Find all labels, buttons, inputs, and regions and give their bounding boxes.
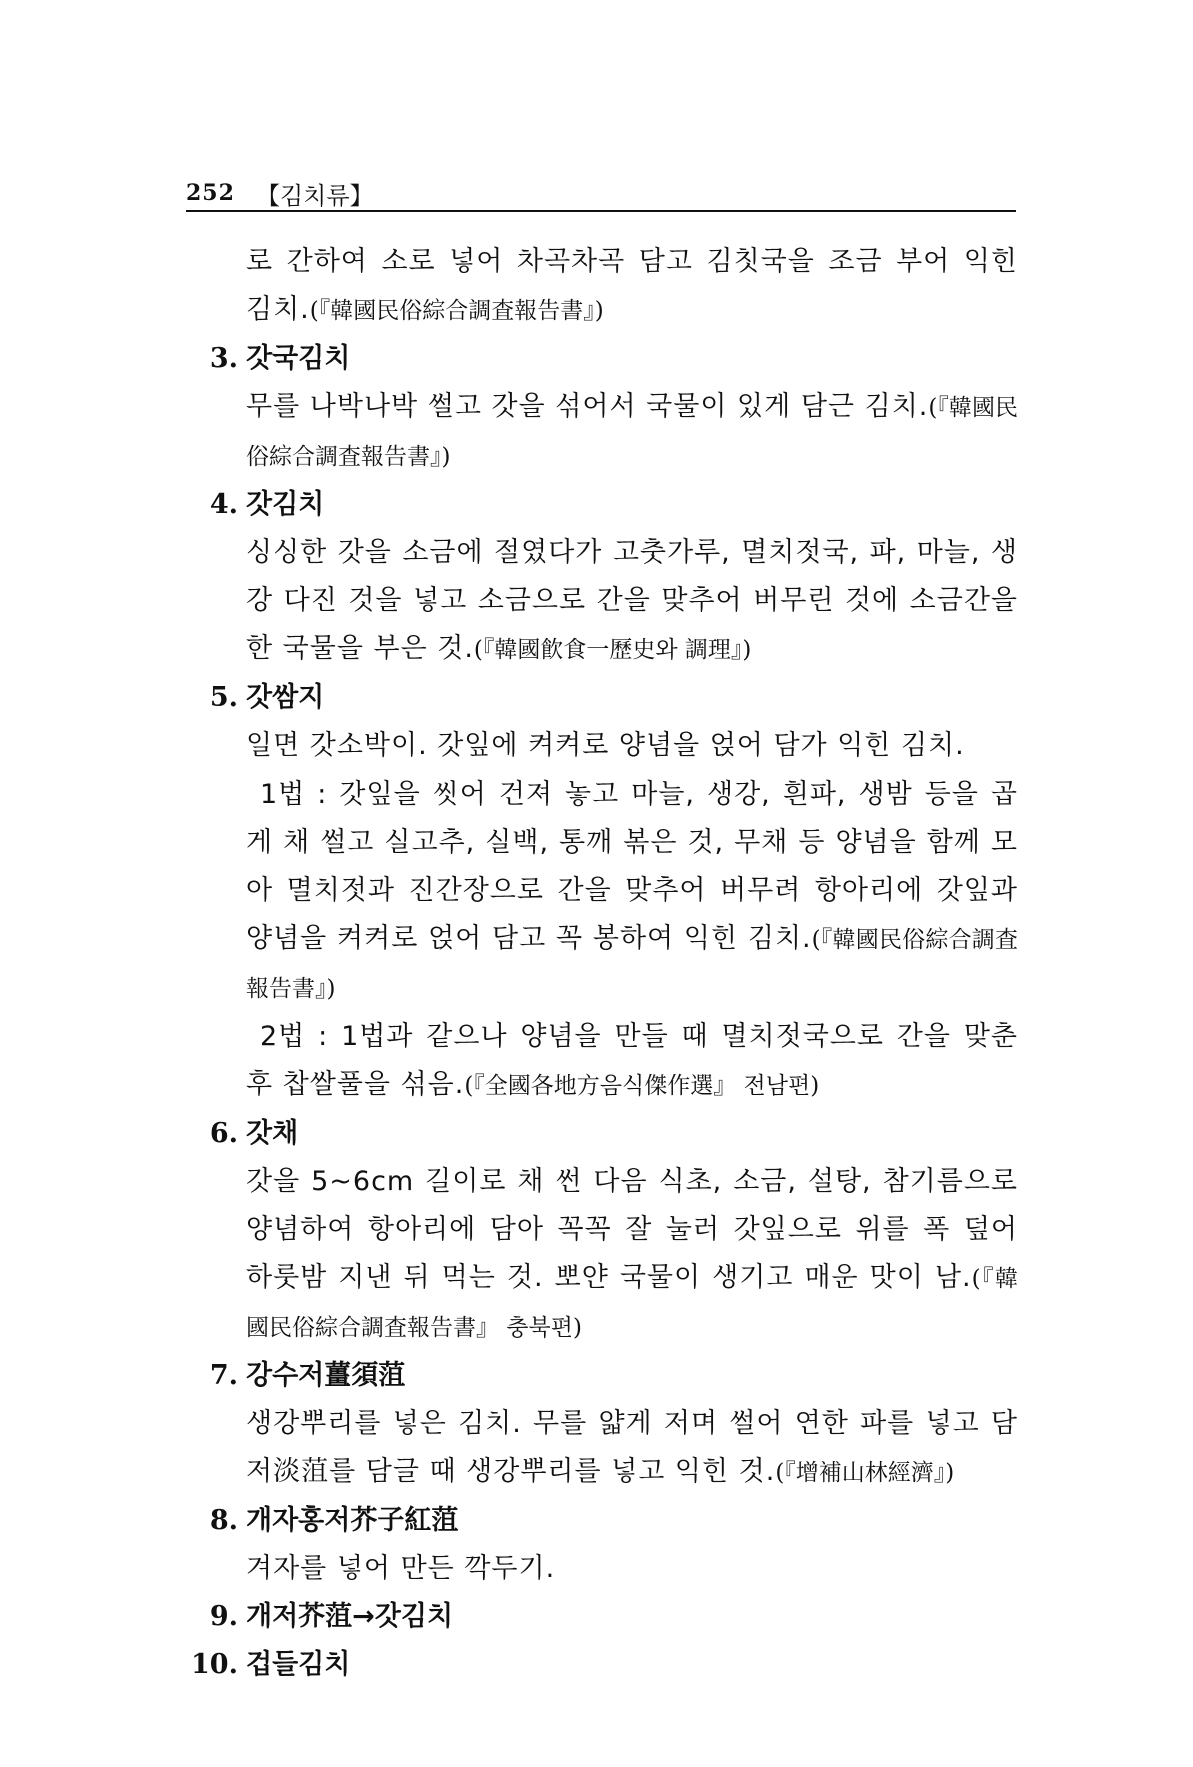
- running-head: 【김치류】: [256, 182, 374, 210]
- entry-4: [186, 481, 1018, 674]
- paragraph-text: 생강뿌리를 넣은 김치. 무를 얇게 저며 썰어 연한 파를 넣고 담저淡菹를 담글 때 생강뿌리를 넣고 익힌 것.: [246, 1408, 1018, 1487]
- entry-8: [186, 1497, 1018, 1593]
- entry-paragraph: [186, 1400, 1018, 1497]
- entry-heading: 갓쌈지: [246, 682, 325, 713]
- entry-number: 3.: [209, 343, 238, 374]
- entry-title: [186, 1497, 1018, 1545]
- continued-paragraph: [186, 238, 1018, 335]
- paragraph-text: 겨자를 넣어 만든 깍두기.: [246, 1553, 556, 1584]
- paragraph-text: 로 간하여 소로 넣어 차곡차곡 담고 김칫국을 조금 부어 익힌 김치.: [246, 246, 1018, 325]
- paragraph-text: 갓을 5~6cm 길이로 채 썬 다음 식초, 소금, 설탕, 참기름으로 양념하여 항아리에 담아 꼭꼭 잘 눌러 갓잎으로 위를 폭 덮어 하룻밤 지낸 뒤 먹는 것. 뽀얀 국물이 생기고 매운 맛이 남.: [246, 1166, 1018, 1293]
- entry-paragraph: [186, 1013, 1018, 1110]
- paragraph-text: 무를 나박나박 썰고 갓을 섞어서 국물이 있게 담근 김치.: [246, 391, 929, 422]
- entry-9: [186, 1593, 1018, 1641]
- citation: (『韓國民俗綜合調査報告書』): [309, 298, 604, 324]
- entry-6: [186, 1110, 1018, 1352]
- citation: (『韓國民俗綜合調査報告書』 충북편): [246, 1266, 1018, 1341]
- citation: (『全國各地方음식傑作選』 전남편): [464, 1073, 820, 1099]
- entry-3: [186, 335, 1018, 481]
- page-content: [186, 238, 1018, 1689]
- entry-heading: 개저芥菹→갓김치: [246, 1601, 454, 1632]
- entry-heading: 갓채: [246, 1118, 299, 1149]
- entry-title: [186, 1641, 1018, 1689]
- entry-title: [186, 481, 1018, 529]
- citation: (『增補山林經濟』): [775, 1460, 955, 1486]
- entry-number: 8.: [209, 1505, 238, 1536]
- entry-number: 6.: [209, 1118, 238, 1149]
- paragraph-text: 1법 : 갓잎을 씻어 건져 놓고 마늘, 생강, 흰파, 생밤 등을 곱게 채 썰고 실고추, 실백, 통깨 볶은 것, 무채 등 양념을 함께 모아 멸치젓과 진간장으로 간을 맞추어 버무려 항아리에 갓잎과 양념을 켜켜로 얹어 담고 꼭 봉하여 익힌 김치.: [246, 779, 1018, 954]
- entry-number: 5.: [209, 682, 238, 713]
- entry-title: [186, 1352, 1018, 1400]
- entry-number: 4.: [209, 489, 238, 520]
- citation: (『韓國民俗綜合調査報告書』): [246, 927, 1018, 1002]
- entry-title: [186, 1110, 1018, 1158]
- entry-heading: 겁들김치: [246, 1649, 351, 1680]
- citation: (『韓國民俗綜合調査報告書』): [246, 395, 1018, 470]
- entry-10: [186, 1641, 1018, 1689]
- entry-title: [186, 335, 1018, 383]
- entry-paragraph: [186, 1545, 1018, 1593]
- entry-paragraph: [186, 529, 1018, 674]
- entry-heading: 개자홍저芥子紅菹: [246, 1505, 459, 1536]
- page-header: [186, 176, 1016, 212]
- entry-paragraph: [186, 771, 1018, 1013]
- paragraph-text: 일면 갓소박이. 갓잎에 켜켜로 양념을 얹어 담가 익힌 김치.: [246, 730, 965, 761]
- entry-heading: 강수저薑須菹: [246, 1360, 406, 1391]
- entry-paragraph: [186, 383, 1018, 481]
- entry-title: [186, 674, 1018, 722]
- paragraph-text: 2법 : 1법과 같으나 양념을 만들 때 멸치젓국으로 간을 맞춘 후 찹쌀풀을 섞음.: [246, 1021, 1018, 1100]
- citation: (『韓國飮食一歷史와 調理』): [473, 637, 752, 663]
- entry-number: 10.: [191, 1649, 238, 1680]
- entry-number: 9.: [209, 1601, 238, 1632]
- entry-5: [186, 674, 1018, 1110]
- entry-title: [186, 1593, 1018, 1641]
- page-number: 252: [186, 180, 235, 206]
- entry-heading: 갓국김치: [246, 343, 351, 374]
- entry-paragraph: [186, 722, 1018, 771]
- entry-number: 7.: [209, 1360, 238, 1391]
- entry-paragraph: [186, 1158, 1018, 1352]
- paragraph-text: 싱싱한 갓을 소금에 절였다가 고춧가루, 멸치젓국, 파, 마늘, 생강 다진 것을 넣고 소금으로 간을 맞추어 버무린 것에 소금간을 한 국물을 부은 것.: [246, 537, 1018, 664]
- entry-heading: 갓김치: [246, 489, 325, 520]
- entry-7: [186, 1352, 1018, 1497]
